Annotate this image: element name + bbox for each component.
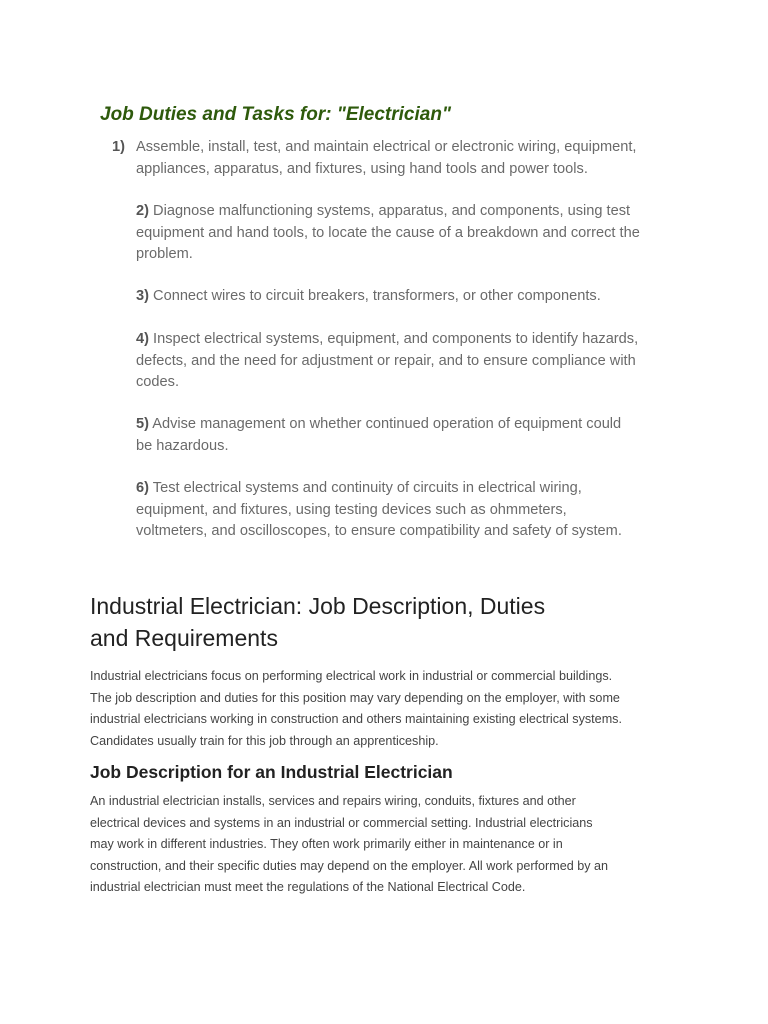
- subheading: Job Description for an Industrial Electrician: [90, 762, 453, 782]
- task-number: 6): [136, 480, 149, 496]
- task-line: be hazardous.: [136, 437, 229, 454]
- paragraph-line: industrial electrician must meet the regulations of the National Electrical Code.: [90, 880, 526, 895]
- task-line: Connect wires to circuit breakers, transformers, or other components.: [153, 288, 601, 304]
- paragraph-line: The job description and duties for this position may vary depending on the employer, with some: [90, 690, 620, 705]
- task-line: equipment, and fixtures, using testing devices such as ohmmeters,: [136, 501, 567, 518]
- task-number: 3): [136, 288, 149, 304]
- task-line: Test electrical systems and continuity of circuits in electrical wiring,: [152, 480, 582, 496]
- task-number: 4): [136, 331, 149, 347]
- task-line: equipment and hand tools, to locate the cause of a breakdown and correct the: [136, 224, 640, 241]
- paragraph-line: construction, and their specific duties may depend on the employer. All work performed by an: [90, 858, 609, 873]
- paragraph-line: electrical devices and systems in an industrial or commercial setting. Industrial electricians: [90, 815, 593, 830]
- task-item-2: [136, 201, 696, 266]
- task-line: appliances, apparatus, and fixtures, using hand tools and power tools.: [136, 160, 588, 177]
- paragraph-line: An industrial electrician installs, services and repairs wiring, conduits, fixtures and other: [90, 794, 576, 808]
- task-line: Advise management on whether continued operation of equipment could: [152, 416, 622, 432]
- task-item-3: [136, 286, 696, 308]
- intro-paragraph: [90, 666, 690, 752]
- task-line: Inspect electrical systems, equipment, and components to identify hazards,: [153, 331, 639, 347]
- section-title-line: and Requirements: [90, 625, 278, 651]
- task-line: problem.: [136, 246, 193, 263]
- task-line: Diagnose malfunctioning systems, apparatus, and components, using test: [153, 203, 631, 219]
- paragraph-line: may work in different industries. They often work primarily either in maintenance or in: [90, 837, 563, 852]
- paragraph-line: Candidates usually train for this job through an apprenticeship.: [90, 733, 439, 748]
- task-line: voltmeters, and oscilloscopes, to ensure compatibility and safety of system.: [136, 523, 622, 540]
- duties-heading: Job Duties and Tasks for: "Electrician": [100, 104, 451, 125]
- task-number: 2): [136, 203, 149, 219]
- section-title: [90, 590, 690, 654]
- task-item-4: [136, 329, 696, 394]
- task-item-6: [136, 478, 696, 543]
- section-title-line: Industrial Electrician: Job Description, Duties: [90, 593, 546, 619]
- paragraph-line: Industrial electricians focus on performing electrical work in industrial or commercial buildings.: [90, 669, 613, 683]
- task-line: Assemble, install, test, and maintain electrical or electronic wiring, equipment,: [136, 139, 637, 155]
- paragraph-line: industrial electricians working in construction and others maintaining existing electrical systems.: [90, 712, 622, 727]
- task-item-5: [136, 414, 696, 457]
- task-number: 1): [112, 139, 125, 155]
- task-item-1: [112, 137, 696, 180]
- body-paragraph: [90, 791, 690, 899]
- task-number: 5): [136, 416, 149, 432]
- task-line: codes.: [136, 374, 179, 391]
- task-line: defects, and the need for adjustment or repair, and to ensure compliance with: [136, 352, 636, 369]
